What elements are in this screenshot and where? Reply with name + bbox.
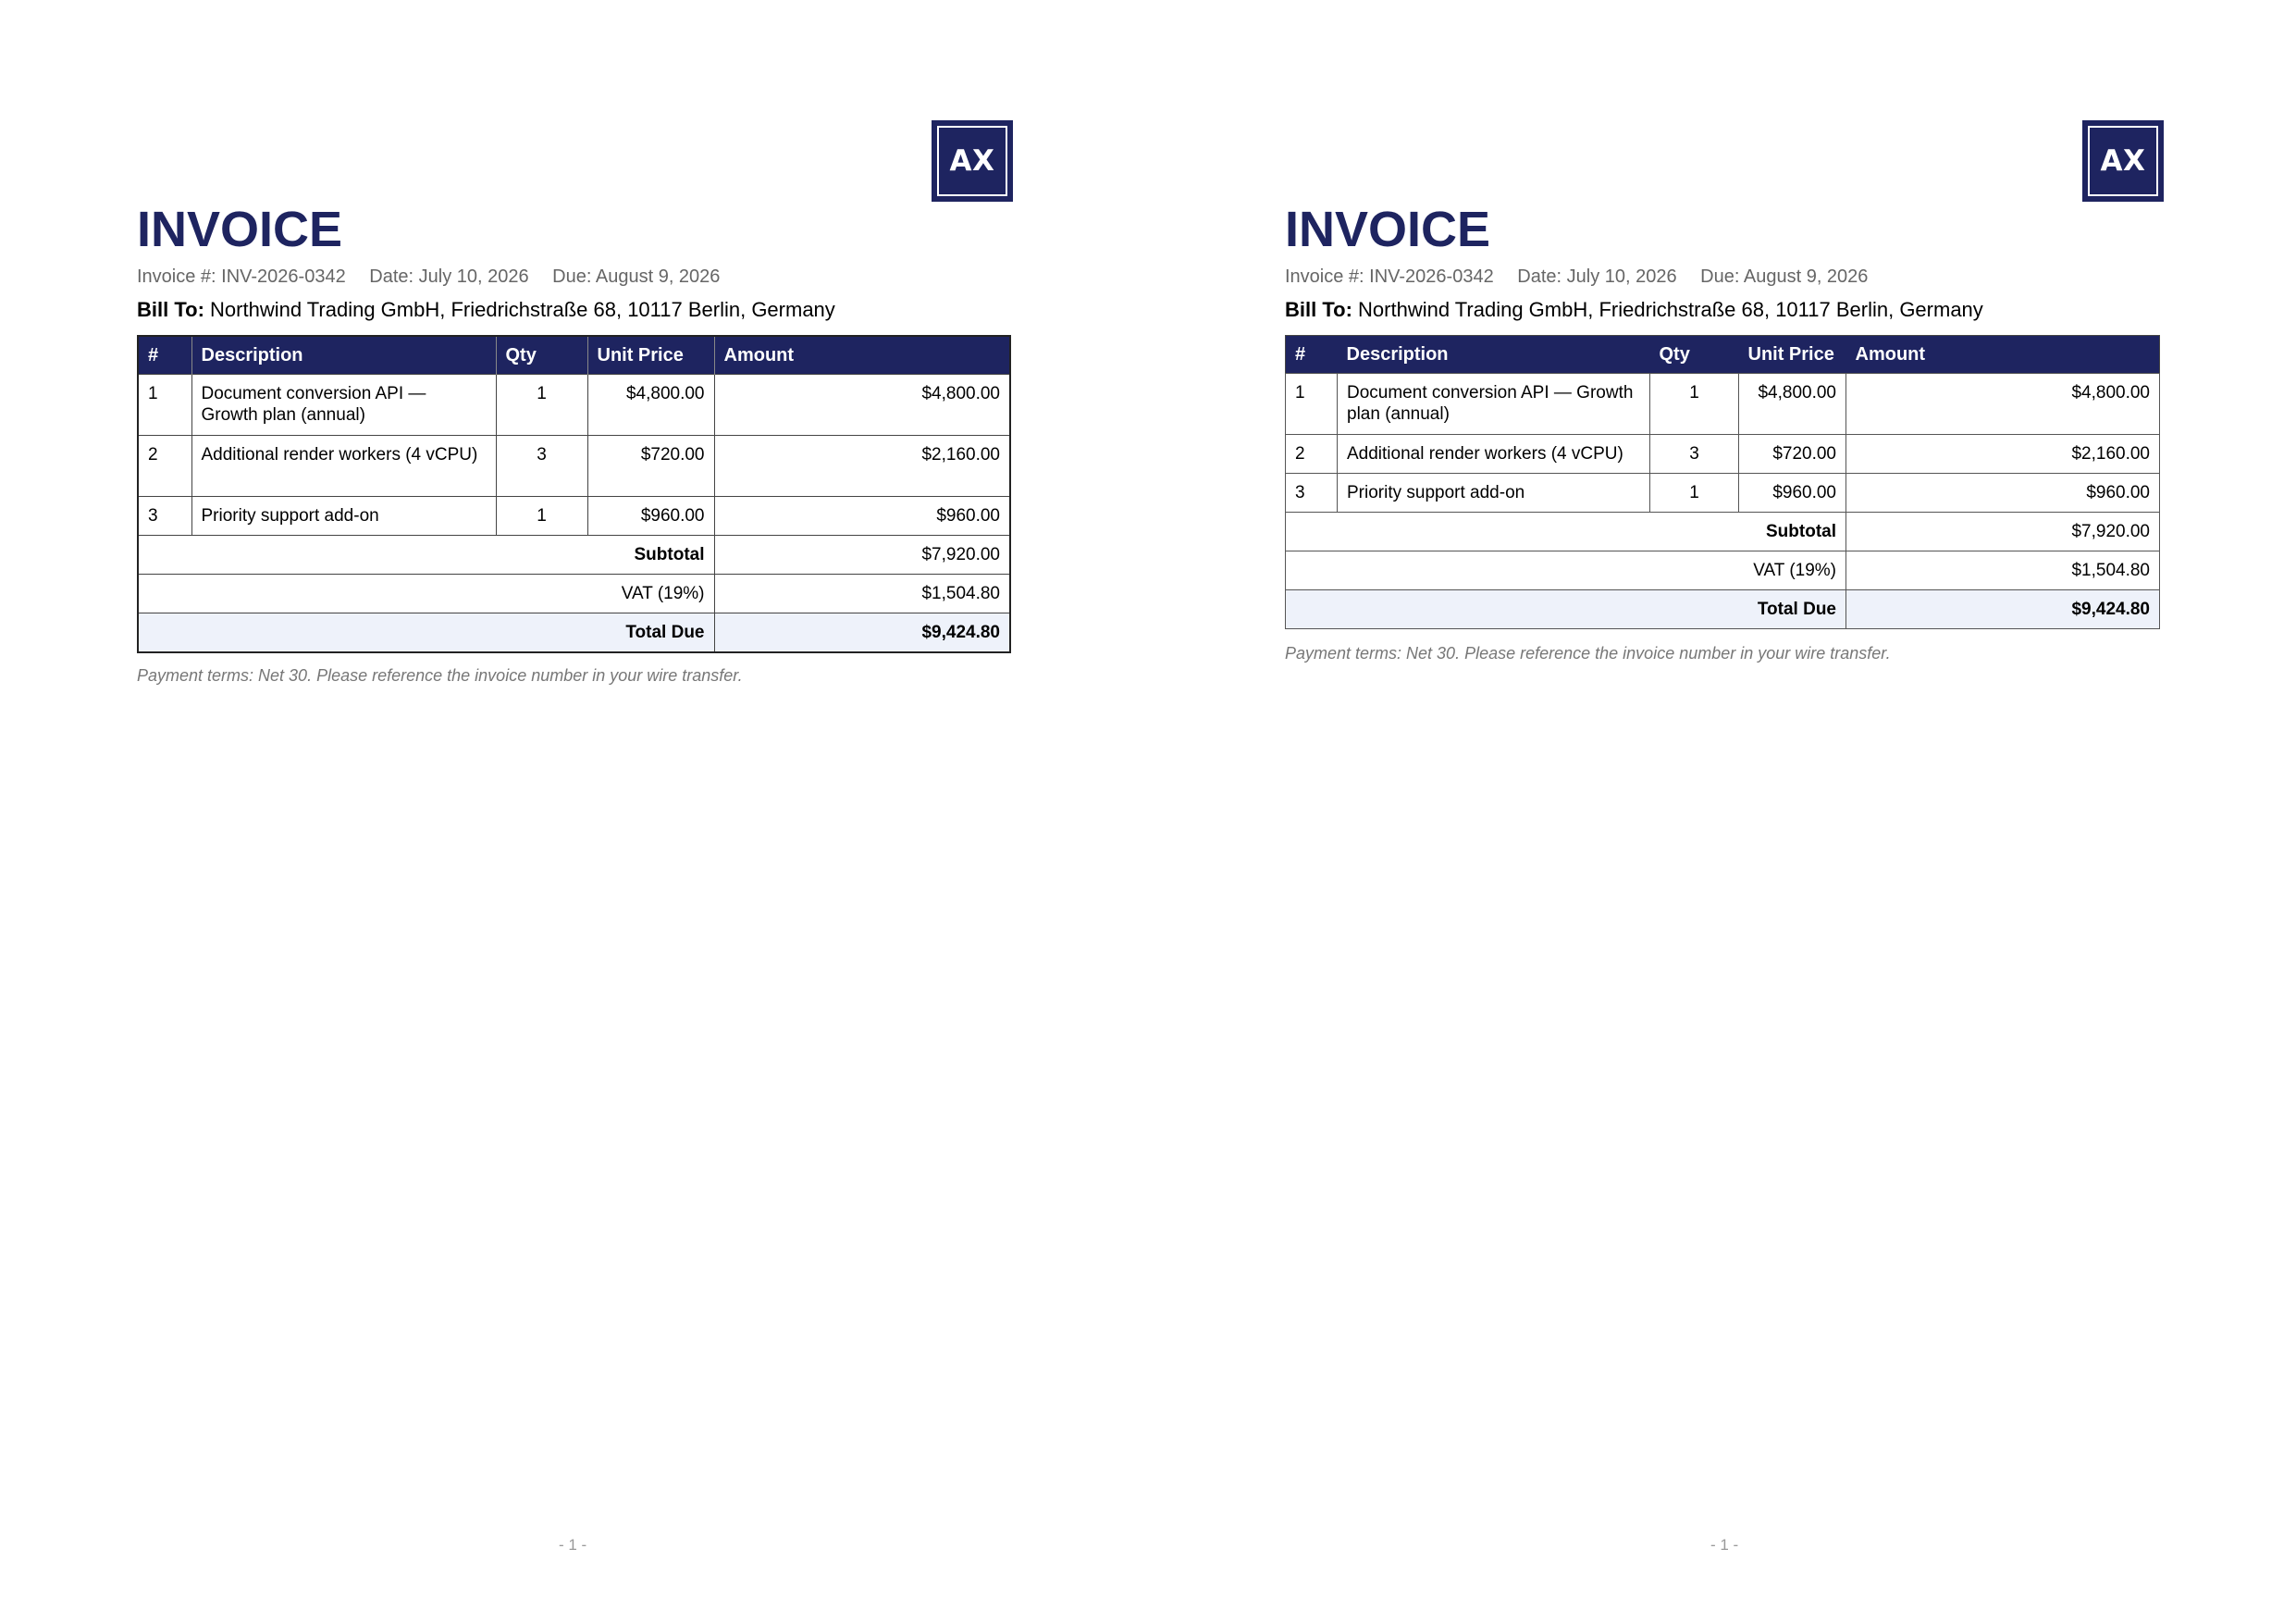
vat-label: VAT (19%) [1286, 551, 1846, 590]
row-amount: $4,800.00 [714, 375, 1010, 436]
row-unit-price: $4,800.00 [1739, 374, 1846, 435]
row-qty: 1 [1650, 374, 1739, 435]
invoice-title: INVOICE [1285, 202, 1491, 257]
bill-to-value: Northwind Trading GmbH, Friedrichstraße 68, 10117 Berlin, Germany [1352, 298, 1983, 321]
row-amount: $2,160.00 [1846, 435, 2160, 474]
vat-label: VAT (19%) [138, 575, 714, 613]
invoice-date: Date: July 10, 2026 [369, 266, 529, 287]
table-header-row [138, 336, 1010, 375]
line-items-table [137, 335, 1011, 653]
row-qty: 3 [496, 436, 587, 497]
row-description: Priority support add-on [1338, 474, 1650, 513]
invoice-meta [1285, 266, 1886, 288]
total-value: $9,424.80 [1846, 590, 2160, 629]
table-row [138, 436, 1010, 497]
row-qty: 1 [1650, 474, 1739, 513]
row-amount: $960.00 [1846, 474, 2160, 513]
bill-to [1285, 298, 1983, 322]
row-description: Additional render workers (4 vCPU) [191, 436, 496, 497]
header-description: Description [191, 336, 496, 375]
vat-row [138, 575, 1010, 613]
header-unit-price: Unit Price [1739, 336, 1846, 374]
row-unit-price: $4,800.00 [587, 375, 714, 436]
header-unit-price: Unit Price [587, 336, 714, 375]
payment-terms: Payment terms: Net 30. Please reference the invoice number in your wire transfer. [1285, 644, 1891, 663]
header-qty: Qty [1650, 336, 1739, 374]
header-number: # [1286, 336, 1338, 374]
page-number: - 1 - [559, 1536, 587, 1554]
row-description: Priority support add-on [191, 497, 496, 536]
row-number: 1 [1286, 374, 1338, 435]
company-logo [932, 120, 1013, 202]
subtotal-row [138, 536, 1010, 575]
row-qty: 1 [496, 497, 587, 536]
subtotal-row [1286, 513, 2160, 551]
invoice-meta [137, 266, 738, 288]
table-row [1286, 374, 2160, 435]
header-qty: Qty [496, 336, 587, 375]
subtotal-label: Subtotal [138, 536, 714, 575]
logo-frame [2088, 126, 2158, 196]
row-number: 3 [138, 497, 191, 536]
table-row [1286, 474, 2160, 513]
row-description: Document conversion API — Growth plan (annual) [1338, 374, 1650, 435]
line-items-table [1285, 335, 2160, 629]
payment-terms: Payment terms: Net 30. Please reference the invoice number in your wire transfer. [137, 666, 743, 685]
row-qty: 1 [496, 375, 587, 436]
subtotal-label: Subtotal [1286, 513, 1846, 551]
invoice-number: Invoice #: INV-2026-0342 [137, 266, 346, 287]
row-unit-price: $720.00 [587, 436, 714, 497]
total-row [138, 613, 1010, 653]
vat-row [1286, 551, 2160, 590]
total-label: Total Due [1286, 590, 1846, 629]
row-unit-price: $720.00 [1739, 435, 1846, 474]
vat-value: $1,504.80 [1846, 551, 2160, 590]
bill-to [137, 298, 835, 322]
header-amount: Amount [714, 336, 1010, 375]
subtotal-value: $7,920.00 [1846, 513, 2160, 551]
row-number: 2 [138, 436, 191, 497]
bill-to-label: Bill To: [137, 298, 204, 321]
header-amount: Amount [1846, 336, 2160, 374]
table-row [138, 497, 1010, 536]
invoice-due-date: Due: August 9, 2026 [1700, 266, 1869, 287]
total-label: Total Due [138, 613, 714, 653]
table-header-row [1286, 336, 2160, 374]
invoice-title: INVOICE [137, 202, 343, 257]
total-value: $9,424.80 [714, 613, 1010, 653]
row-description: Document conversion API — Growth plan (annual) [191, 375, 496, 436]
header-number: # [138, 336, 191, 375]
bill-to-label: Bill To: [1285, 298, 1352, 321]
row-qty: 3 [1650, 435, 1739, 474]
subtotal-value: $7,920.00 [714, 536, 1010, 575]
vat-value: $1,504.80 [714, 575, 1010, 613]
row-description: Additional render workers (4 vCPU) [1338, 435, 1650, 474]
invoice-number: Invoice #: INV-2026-0342 [1285, 266, 1494, 287]
row-number: 1 [138, 375, 191, 436]
header-description: Description [1338, 336, 1650, 374]
row-amount: $960.00 [714, 497, 1010, 536]
total-row [1286, 590, 2160, 629]
company-logo [2082, 120, 2164, 202]
row-amount: $2,160.00 [714, 436, 1010, 497]
invoice-due-date: Due: August 9, 2026 [552, 266, 721, 287]
row-unit-price: $960.00 [587, 497, 714, 536]
table-row [1286, 435, 2160, 474]
page-number: - 1 - [1710, 1536, 1739, 1554]
logo-frame [937, 126, 1007, 196]
invoice-date: Date: July 10, 2026 [1517, 266, 1677, 287]
invoice-page-right [1148, 0, 2296, 1623]
logo-text: AX [2100, 144, 2146, 178]
row-number: 2 [1286, 435, 1338, 474]
bill-to-value: Northwind Trading GmbH, Friedrichstraße 68, 10117 Berlin, Germany [204, 298, 835, 321]
row-amount: $4,800.00 [1846, 374, 2160, 435]
table-row [138, 375, 1010, 436]
logo-text: AX [949, 144, 995, 178]
row-number: 3 [1286, 474, 1338, 513]
row-unit-price: $960.00 [1739, 474, 1846, 513]
